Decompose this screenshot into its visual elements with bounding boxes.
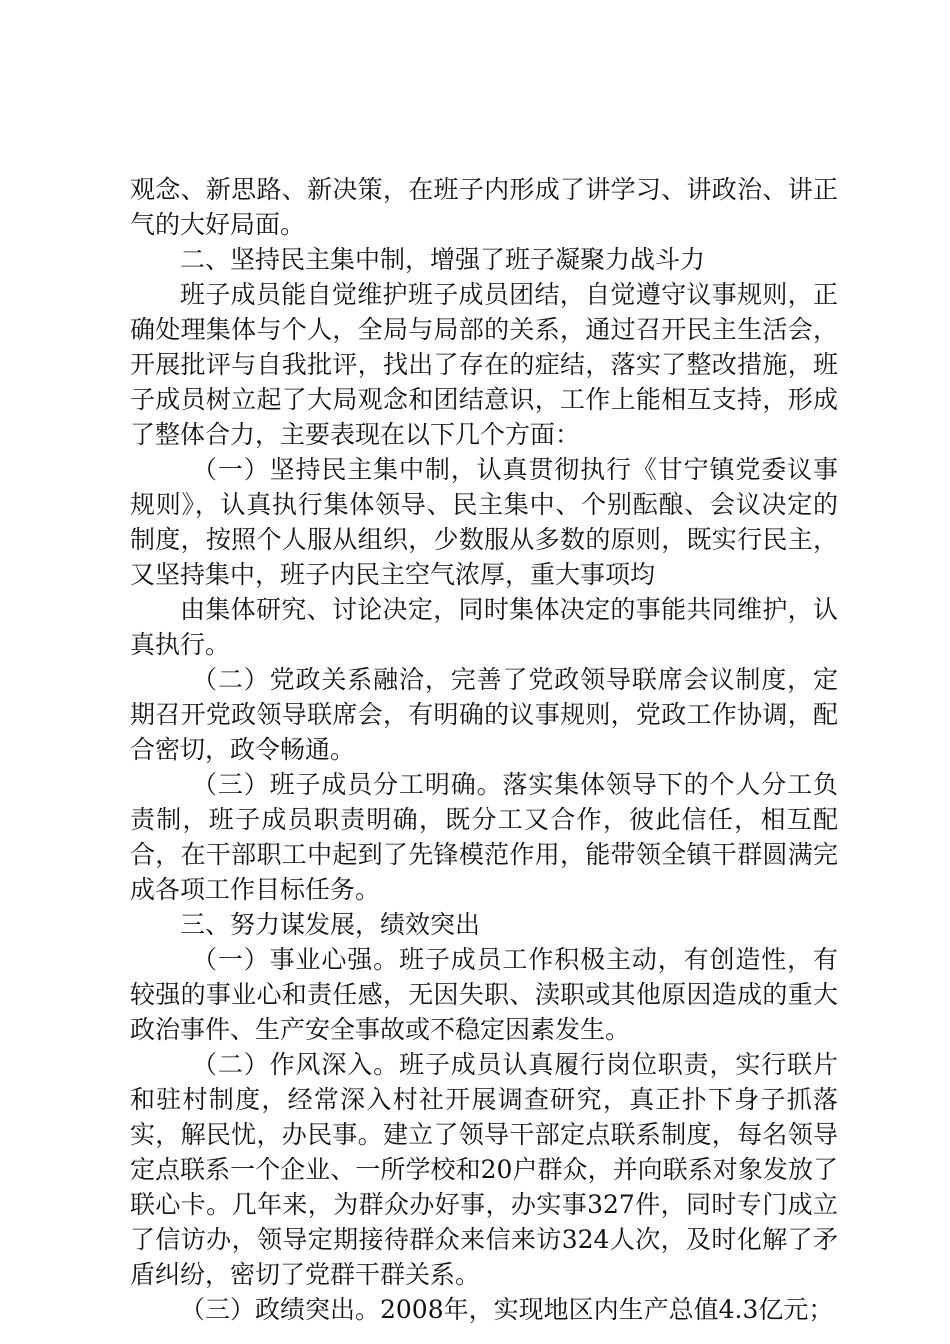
- section-heading-2: 二、坚持民主集中制，增强了班子凝聚力战斗力: [180, 245, 706, 274]
- paragraph-item-3: （三）班子成员分工明确。落实集体领导下的个人分工负责制，班子成员职责明确，既分工又合作，彼此信任，相互配合，在干部职工中起到了先锋模范作用，能带领全镇干群圆满完成各项工作目标任务。: [130, 770, 838, 904]
- paragraph-unity: 班子成员能自觉维护班子成员团结，自觉遵守议事规则，正确处理集体与个人，全局与局部的关系，通过召开民主生活会，开展批评与自我批评，找出了存在的症结，落实了整改措施，班子成员树立起了大局观念和团结意识，工作上能相互支持，形成了整体合力，主要表现在以下几个方面：: [130, 280, 838, 449]
- paragraph-achievements: （三）政绩突出。2008年，实现地区内生产总值4.3亿元；: [180, 1295, 834, 1324]
- paragraph-continuation: 观念、新思路、新决策，在班子内形成了讲学习、讲政治、讲正气的大好局面。: [130, 175, 838, 239]
- paragraph-career: （一）事业心强。班子成员工作积极主动，有创造性，有较强的事业心和责任感，无因失职、渎职或其他原因造成的重大政治事件、生产安全事故或不稳定因素发生。: [130, 945, 838, 1044]
- section-heading-3: 三、努力谋发展，绩效突出: [180, 910, 481, 939]
- paragraph-work-style: （二）作风深入。班子成员认真履行岗位职责，实行联片和驻村制度，经常深入村社开展调查研究，真正扑下身子抓落实，解民忧，办民事。建立了领导干部定点联系制度，每名领导定点联系一个企业、一所学校和20户群众，并向联系对象发放了联心卡。几年来，为群众办好事，办实事327件，同时专门成立了信访办，领导定期接待群众来信来访324人次，及时化解了矛盾纠纷，密切了党群干群关系。: [130, 1050, 838, 1289]
- paragraph-item-2: （二）党政关系融洽，完善了党政领导联席会议制度，定期召开党政领导联席会，有明确的议事规则，党政工作协调，配合密切，政令畅通。: [130, 665, 838, 764]
- paragraph-item-1: （一）坚持民主集中制，认真贯彻执行《甘宁镇党委议事规则》，认真执行集体领导、民主集中、个别酝酿、会议决定的制度，按照个人服从组织，少数服从多数的原则，既实行民主，又坚持集中，班子内民主空气浓厚，重大事项均: [130, 455, 838, 589]
- document-body: [130, 172, 838, 1327]
- paragraph-item-1-continued: 由集体研究、讨论决定，同时集体决定的事能共同维护，认真执行。: [130, 595, 838, 659]
